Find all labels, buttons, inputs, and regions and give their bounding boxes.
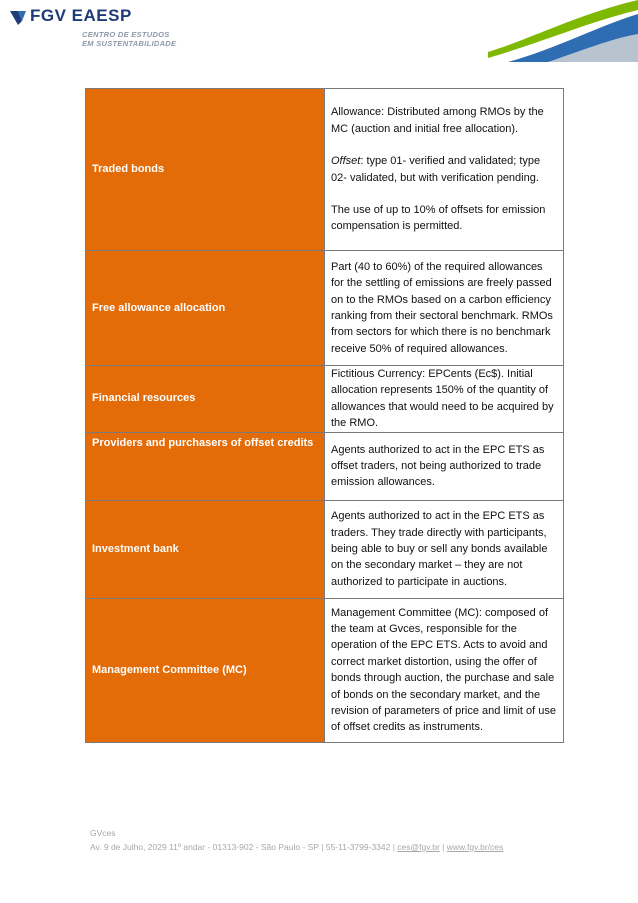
brand-name: FGV EAESP: [30, 6, 132, 25]
ets-parameters-table: [85, 88, 564, 743]
row-label: Investment bank: [86, 500, 325, 598]
row-label: Financial resources: [86, 366, 325, 433]
table-row: [86, 598, 564, 742]
row-description: Part (40 to 60%) of the required allowances for the settling of emissions are freely passed on to the RMOs based on a carbon efficiency ranking from their sectoral benchmark. RMOs from sectors for which there is no benchmark receive 50% of required allowances.: [325, 251, 564, 366]
page-footer: [90, 826, 503, 854]
page-header: [0, 0, 638, 80]
row-label: Providers and purchasers of offset credits: [86, 432, 325, 500]
table-row: [86, 89, 564, 251]
row-label: Free allowance allocation: [86, 251, 325, 366]
footer-org: GVces: [90, 828, 116, 838]
table-row: [86, 500, 564, 598]
table-row: [86, 251, 564, 366]
row-label: Management Committee (MC): [86, 598, 325, 742]
desc-paragraph: [331, 153, 557, 186]
brand-subtitle-line1: CENTRO DE ESTUDOS: [82, 30, 170, 39]
offset-term: Offset: [331, 155, 361, 168]
desc-paragraph: Allowance: Distributed among RMOs by the MC (auction and initial free allocation).: [331, 106, 544, 135]
row-description: Agents authorized to act in the EPC ETS as offset traders, not being authorized to trade emission allowances.: [325, 432, 564, 500]
footer-address: Av. 9 de Julho, 2029 11º andar - 01313-902 - São Paulo - SP | 55-11-3799-3342 |: [90, 842, 395, 852]
row-description: Management Committee (MC): composed of the team at Gvces, responsible for the operation of the EPC ETS. Acts to avoid and correct market distortion, using the offer of bonds through auction, the purchase and sale of bonds on the secondary market, and the revision of parameters of price and limit of use of offset credits as instruments.: [325, 598, 564, 742]
brand-subtitle-line2: EM SUSTENTABILIDADE: [82, 39, 177, 48]
table-row: [86, 432, 564, 500]
header-swoosh-decoration-icon: [488, 0, 638, 62]
row-description: Agents authorized to act in the EPC ETS as traders. They trade directly with participants, being able to buy or sell any bonds available on the secondary market – they are not authorized to participate in auctions.: [325, 500, 564, 598]
footer-email-link[interactable]: ces@fgv.br: [397, 842, 440, 852]
table-row: [86, 366, 564, 433]
offset-definition: : type 01- verified and validated; type 02- validated, but with verification pending.: [331, 155, 541, 184]
fgv-chevron-logo-icon: [10, 9, 30, 25]
row-description: Fictitious Currency: EPCents (Ec$). Initial allocation represents 150% of the quantity of allowances that would need to be acquired by the RMO.: [325, 366, 564, 433]
row-description: [325, 89, 564, 251]
footer-contact-line: [90, 840, 503, 854]
row-label: Traded bonds: [86, 89, 325, 251]
footer-separator: |: [442, 842, 445, 852]
footer-website-link[interactable]: www.fgv.br/ces: [446, 842, 504, 852]
desc-paragraph: The use of up to 10% of offsets for emission compensation is permitted.: [331, 203, 546, 233]
